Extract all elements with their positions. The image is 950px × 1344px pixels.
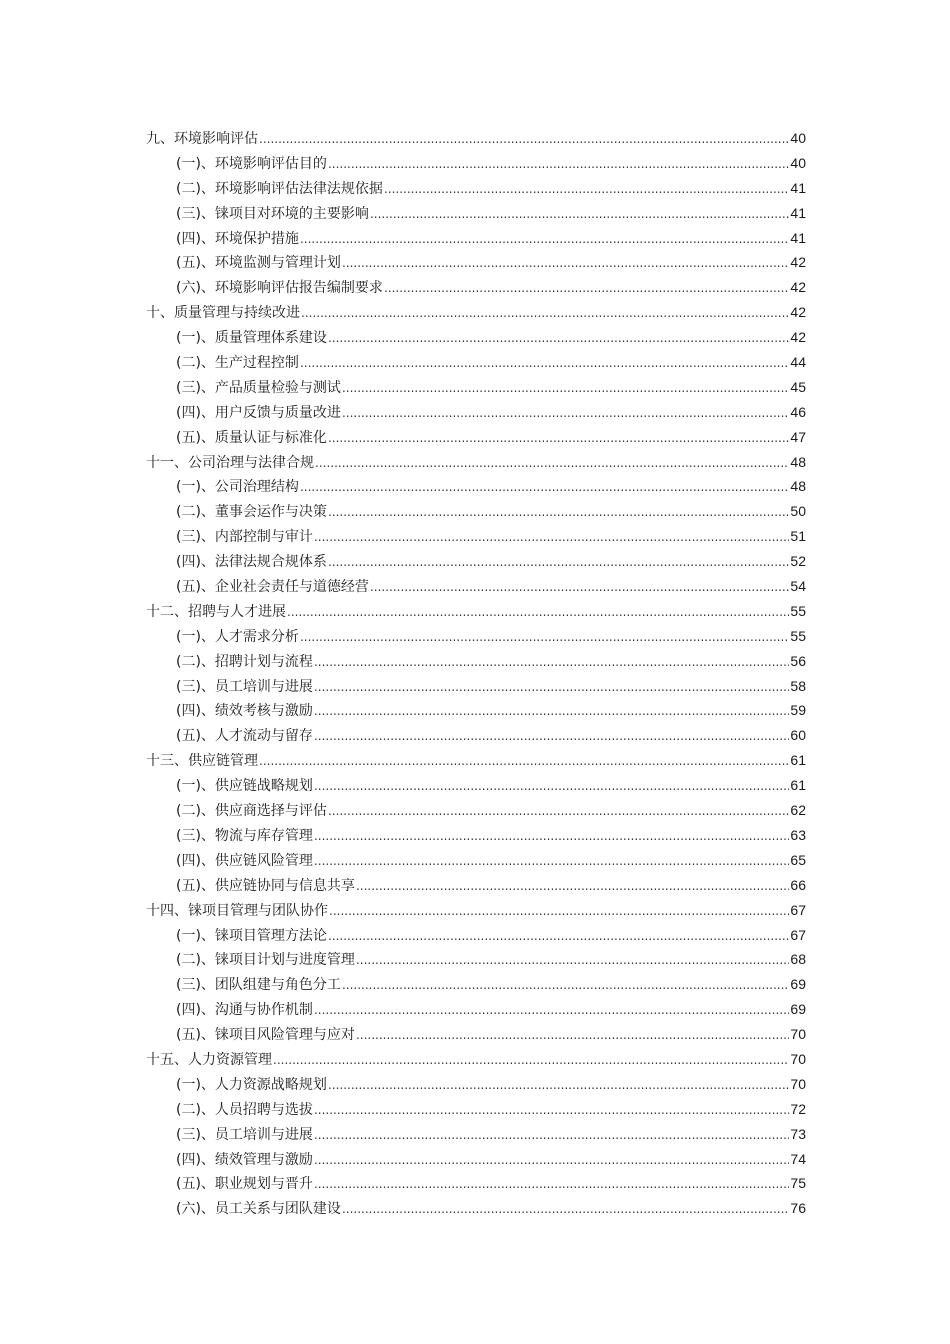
toc-section-entry[interactable] [146,425,806,450]
toc-entry-title: 十一、公司治理与法律合规 [146,454,314,471]
toc-entry-title: (五)、环境监测与管理计划 [176,255,341,272]
toc-entry-title: (六)、员工关系与团队建设 [176,1201,341,1218]
toc-entry-title: 九、环境影响评估 [146,131,258,147]
toc-dot-leader [356,948,789,973]
toc-section-entry[interactable] [146,474,806,499]
toc-section-entry[interactable] [146,574,806,599]
toc-page-number: 70 [790,1075,806,1092]
toc-dot-leader [314,650,789,675]
toc-section-entry[interactable] [146,823,806,848]
toc-entry-title: (一)、环境影响评估目的 [176,155,327,172]
toc-entry-title: (五)、质量认证与标准化 [176,429,327,446]
toc-dot-leader [328,152,789,177]
toc-section-entry[interactable] [146,350,806,375]
toc-section-entry[interactable] [146,947,806,972]
toc-entry-title: 十二、招聘与人才进展 [146,603,286,620]
toc-dot-leader [342,973,789,998]
toc-entry-title: 十、质量管理与持续改进 [146,305,300,322]
toc-page-number: 41 [790,179,806,196]
toc-dot-leader [300,475,789,500]
toc-page-number: 63 [790,826,806,843]
toc-page-number: 42 [790,329,806,346]
toc-page-number: 46 [790,403,806,420]
toc-page-number: 66 [790,876,806,893]
toc-page-number: 52 [790,553,806,570]
toc-dot-leader [300,625,789,650]
toc-entry-title: (二)、董事会运作与决策 [176,504,327,521]
toc-entry-title: (二)、招聘计划与流程 [176,653,313,670]
toc-page-number: 72 [790,1100,806,1117]
toc-section-entry[interactable] [146,275,806,300]
toc-dot-leader [273,1048,789,1073]
toc-page-number: 76 [790,1200,806,1217]
toc-entry-title: (三)、铼项目对环境的主要影响 [176,205,369,222]
toc-dot-leader [356,874,789,899]
toc-dot-leader [328,799,789,824]
toc-entry-title: (二)、人员招聘与选拔 [176,1101,313,1118]
toc-section-entry[interactable] [146,923,806,948]
toc-section-entry[interactable] [146,1122,806,1147]
toc-page-number: 56 [790,652,806,669]
toc-page-number: 54 [790,578,806,595]
toc-section-entry[interactable] [146,649,806,674]
toc-dot-leader [328,924,789,949]
toc-page-number: 48 [790,478,806,495]
toc-dot-leader [314,675,789,700]
table-of-contents [146,126,806,1221]
toc-page-number: 74 [790,1150,806,1167]
toc-section-entry[interactable] [146,798,806,823]
toc-page-number: 50 [790,503,806,520]
toc-page-number: 62 [790,802,806,819]
toc-dot-leader [300,351,789,376]
toc-entry-title: 十三、供应链管理 [146,753,258,770]
toc-dot-leader [314,1148,789,1173]
toc-page-number: 51 [790,528,806,545]
toc-entry-title: (五)、铼项目风险管理与应对 [176,1027,355,1044]
toc-section-entry[interactable] [146,250,806,275]
toc-entry-title: (四)、绩效考核与激励 [176,703,313,720]
toc-page-number: 70 [790,1050,806,1067]
toc-dot-leader [314,724,789,749]
toc-dot-leader [342,401,789,426]
toc-chapter-entry[interactable] [146,126,806,151]
toc-dot-leader [314,1098,789,1123]
toc-dot-leader [287,600,789,625]
toc-page-number: 61 [790,752,806,769]
toc-entry-title: (一)、供应链战略规划 [176,778,313,795]
toc-section-entry[interactable] [146,848,806,873]
toc-section-entry[interactable] [146,723,806,748]
toc-page-number: 42 [790,279,806,296]
toc-chapter-entry[interactable] [146,599,806,624]
toc-entry-title: (三)、内部控制与审计 [176,529,313,546]
toc-page-number: 69 [790,976,806,993]
toc-section-entry[interactable] [146,1022,806,1047]
toc-dot-leader [328,1073,789,1098]
toc-entry-title: (二)、供应商选择与评估 [176,803,327,820]
toc-entry-title: 十四、铼项目管理与团队协作 [146,902,328,919]
toc-chapter-entry[interactable] [146,300,806,325]
toc-page-number: 40 [790,130,806,146]
toc-entry-title: (四)、环境保护措施 [176,230,299,247]
toc-entry-title: (一)、人才需求分析 [176,628,299,645]
toc-entry-title: (五)、人才流动与留存 [176,728,313,745]
toc-page-number: 44 [790,354,806,371]
toc-entry-title: (四)、法律法规合规体系 [176,554,327,571]
toc-section-entry[interactable] [146,549,806,574]
toc-dot-leader [328,326,789,351]
toc-section-entry[interactable] [146,698,806,723]
toc-section-entry[interactable] [146,1196,806,1221]
toc-page-number: 47 [790,428,806,445]
toc-page-number: 67 [790,901,806,918]
toc-dot-leader [370,575,789,600]
toc-dot-leader [328,550,789,575]
toc-dot-leader [342,376,789,401]
toc-entry-title: 十五、人力资源管理 [146,1051,272,1068]
toc-dot-leader [328,500,789,525]
toc-page-number: 67 [790,926,806,943]
toc-entry-title: (二)、铼项目计划与进度管理 [176,952,355,969]
toc-chapter-entry[interactable] [146,898,806,923]
toc-section-entry[interactable] [146,201,806,226]
toc-entry-title: (三)、员工培训与进展 [176,1126,313,1143]
toc-dot-leader [370,202,789,227]
toc-dot-leader [314,1172,789,1197]
toc-page-number: 40 [790,154,806,171]
toc-dot-leader [301,301,789,326]
toc-entry-title: (五)、供应链协同与信息共享 [176,877,355,894]
toc-section-entry[interactable] [146,151,806,176]
toc-entry-title: (三)、物流与库存管理 [176,827,313,844]
toc-dot-leader [314,774,789,799]
toc-entry-title: (一)、人力资源战略规划 [176,1076,327,1093]
toc-entry-title: (一)、铼项目管理方法论 [176,927,327,944]
toc-section-entry[interactable] [146,972,806,997]
toc-section-entry[interactable] [146,226,806,251]
toc-dot-leader [342,1197,789,1222]
toc-chapter-entry[interactable] [146,748,806,773]
toc-entry-title: (一)、质量管理体系建设 [176,330,327,347]
toc-page-number: 55 [790,602,806,619]
toc-dot-leader [384,276,789,301]
toc-dot-leader [314,525,789,550]
toc-section-entry[interactable] [146,524,806,549]
toc-page-number: 48 [790,453,806,470]
toc-page-number: 45 [790,378,806,395]
toc-entry-title: (三)、员工培训与进展 [176,678,313,695]
toc-page-number: 65 [790,851,806,868]
toc-dot-leader [384,177,789,202]
toc-page-number: 42 [790,304,806,321]
toc-dot-leader [315,451,789,476]
toc-section-entry[interactable] [146,624,806,649]
toc-entry-title: (五)、职业规划与晋升 [176,1176,313,1193]
toc-section-entry[interactable] [146,400,806,425]
toc-page-number: 60 [790,727,806,744]
toc-entry-title: (四)、用户反馈与质量改进 [176,404,341,421]
toc-dot-leader [342,251,789,276]
toc-page-number: 41 [790,229,806,246]
toc-section-entry[interactable] [146,375,806,400]
toc-section-entry[interactable] [146,1072,806,1097]
toc-page-number: 73 [790,1125,806,1142]
toc-page-number: 42 [790,254,806,271]
toc-page-number: 61 [790,777,806,794]
toc-page-number: 58 [790,677,806,694]
toc-section-entry[interactable] [146,1097,806,1122]
toc-page-number: 59 [790,702,806,719]
toc-section-entry[interactable] [146,325,806,350]
toc-section-entry[interactable] [146,773,806,798]
toc-entry-title: (二)、生产过程控制 [176,355,299,372]
toc-dot-leader [314,824,789,849]
toc-entry-title: (一)、公司治理结构 [176,479,299,496]
toc-dot-leader [259,127,789,152]
toc-entry-title: (二)、环境影响评估法律法规依据 [176,180,383,197]
toc-dot-leader [314,849,789,874]
toc-dot-leader [314,998,789,1023]
toc-page-number: 68 [790,951,806,968]
toc-entry-title: (五)、企业社会责任与道德经营 [176,579,369,596]
toc-section-entry[interactable] [146,997,806,1022]
toc-dot-leader [314,699,789,724]
toc-page-number: 55 [790,627,806,644]
toc-page-number: 70 [790,1026,806,1043]
toc-dot-leader [259,749,789,774]
toc-dot-leader [329,899,789,924]
toc-entry-title: (三)、产品质量检验与测试 [176,379,341,396]
toc-entry-title: (四)、绩效管理与激励 [176,1151,313,1168]
toc-page-number: 41 [790,204,806,221]
toc-dot-leader [328,426,789,451]
toc-entry-title: (四)、沟通与协作机制 [176,1002,313,1019]
toc-chapter-entry[interactable] [146,1047,806,1072]
toc-section-entry[interactable] [146,674,806,699]
toc-section-entry[interactable] [146,873,806,898]
toc-chapter-entry[interactable] [146,450,806,475]
toc-entry-title: (四)、供应链风险管理 [176,852,313,869]
toc-page-number: 69 [790,1001,806,1018]
toc-section-entry[interactable] [146,499,806,524]
toc-dot-leader [314,1123,789,1148]
toc-dot-leader [356,1023,789,1048]
toc-entry-title: (三)、团队组建与角色分工 [176,977,341,994]
toc-section-entry[interactable] [146,1171,806,1196]
toc-section-entry[interactable] [146,176,806,201]
toc-dot-leader [300,227,789,252]
toc-page-number: 75 [790,1175,806,1192]
toc-section-entry[interactable] [146,1147,806,1172]
toc-entry-title: (六)、环境影响评估报告编制要求 [176,280,383,297]
